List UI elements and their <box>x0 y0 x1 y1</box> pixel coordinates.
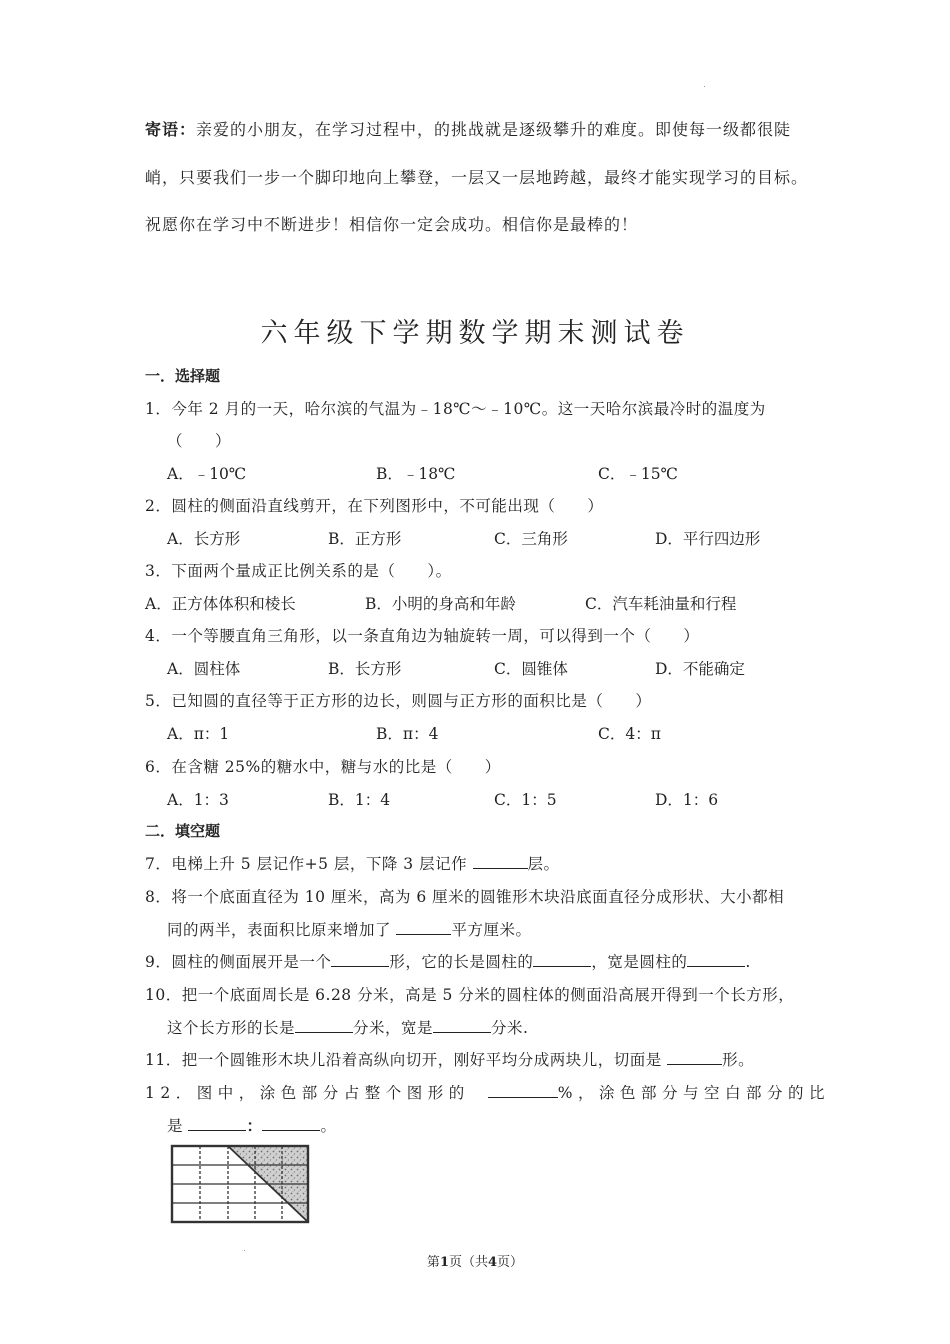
section-heading-fill: 二．填空题 <box>145 822 221 840</box>
q2-option-a: A．长方形 <box>167 530 241 548</box>
question-9: 9．圆柱的侧面展开是一个 形，它的长是圆柱的 ，宽是圆柱的 . <box>145 953 751 971</box>
q5-option-a: A．π：1 <box>167 725 230 743</box>
q6-option-c: C．1：5 <box>494 791 557 809</box>
intro-label: 寄语： <box>145 120 197 139</box>
question-3: 3．下面两个量成正比例关系的是（ ）。 <box>145 562 452 580</box>
answer-blank[interactable] <box>396 920 451 935</box>
q4-option-d: D．不能确定 <box>655 660 745 678</box>
q1-option-c: C．﹣15℃ <box>598 465 678 483</box>
q5-option-b: B．π：4 <box>376 725 439 743</box>
q2-option-d: D．平行四边形 <box>655 530 761 548</box>
intro-line-2: 峭，只要我们一步一个脚印地向上攀登，一层又一层地跨越，最终才能实现学习的目标。 <box>145 168 809 187</box>
answer-blank[interactable] <box>433 1018 491 1033</box>
q6-option-b: B．1：4 <box>328 791 391 809</box>
answer-blank[interactable] <box>667 1050 722 1065</box>
q2-option-c: C．三角形 <box>494 530 568 548</box>
answer-blank[interactable] <box>262 1116 320 1131</box>
question-12-cont: 是 ： 。 <box>167 1116 337 1135</box>
question-4: 4．一个等腰直角三角形，以一条直角边为轴旋转一周，可以得到一个（ ） <box>145 627 700 645</box>
section-heading-choice: 一．选择题 <box>145 367 221 385</box>
q3-option-c: C．汽车耗油量和行程 <box>585 595 737 613</box>
page-footer: 第1页（共4页） <box>426 1255 524 1270</box>
q1-option-a: A．﹣10℃ <box>167 465 247 483</box>
q1-option-b: B．﹣18℃ <box>376 465 456 483</box>
question-8: 8．将一个底面直径为 10 厘米，高为 6 厘米的圆锥形木块沿底面直径分成形状、大小都相 <box>145 888 785 906</box>
answer-blank[interactable] <box>188 1116 246 1131</box>
question-11: 11．把一个圆锥形木块儿沿着高纵向切开，刚好平均分成两块儿，切面是 形。 <box>145 1051 755 1069</box>
q4-option-b: B．长方形 <box>328 660 402 678</box>
answer-blank[interactable] <box>473 854 528 869</box>
answer-blank[interactable] <box>331 952 389 967</box>
q5-option-c: C．4：π <box>598 725 661 743</box>
question-1: 1．今年 2 月的一天，哈尔滨的气温为﹣18℃～﹣10℃。这一天哈尔滨最冷时的温度为 <box>145 400 766 418</box>
q3-option-a: A．正方体体积和棱长 <box>145 595 296 613</box>
question-10-cont: 这个长方形的长是 分米，宽是 分米. <box>167 1019 529 1037</box>
answer-blank[interactable] <box>488 1083 558 1098</box>
question-2: 2．圆柱的侧面沿直线剪开，在下列图形中，不可能出现（ ） <box>145 497 604 515</box>
q2-option-b: B．正方形 <box>328 530 402 548</box>
question-10: 10．把一个底面周长是 6.28 分米，高是 5 分米的圆柱体的侧面沿高展开得到一个长方形， <box>145 986 795 1004</box>
question-1-cont: （ ） <box>167 432 232 450</box>
answer-blank[interactable] <box>687 952 745 967</box>
intro-line-3: 祝愿你在学习中不断进步！相信你一定会成功。相信你是最棒的！ <box>145 215 639 234</box>
question-6: 6．在含糖 25%的糖水中，糖与水的比是（ ） <box>145 758 501 776</box>
q3-option-b: B．小明的身高和年龄 <box>365 595 516 613</box>
q6-option-a: A．1：3 <box>167 791 229 809</box>
answer-blank[interactable] <box>295 1018 353 1033</box>
q4-option-c: C．圆锥体 <box>494 660 568 678</box>
q4-option-a: A．圆柱体 <box>167 660 241 678</box>
question-5: 5．已知圆的直径等于正方形的边长，则圆与正方形的面积比是（ ） <box>145 692 652 710</box>
question-12: 12．图中，涂色部分占整个图形的 %，涂色部分与空白部分的比 <box>145 1084 830 1102</box>
q6-option-d: D．1：6 <box>655 791 719 809</box>
shaded-grid-figure <box>170 1144 312 1224</box>
question-8-cont: 同的两半，表面积比原来增加了 平方厘米。 <box>167 921 532 939</box>
scan-dot <box>704 86 705 87</box>
answer-blank[interactable] <box>533 952 591 967</box>
intro-line-1: 寄语：亲爱的小朋友，在学习过程中，的挑战就是逐级攀升的难度。即使每一级都很陡 <box>145 120 792 139</box>
page-title: 六年级下学期数学期末测试卷 <box>260 318 690 349</box>
question-7: 7．电梯上升 5 层记作+5 层，下降 3 层记作 层。 <box>145 855 560 873</box>
